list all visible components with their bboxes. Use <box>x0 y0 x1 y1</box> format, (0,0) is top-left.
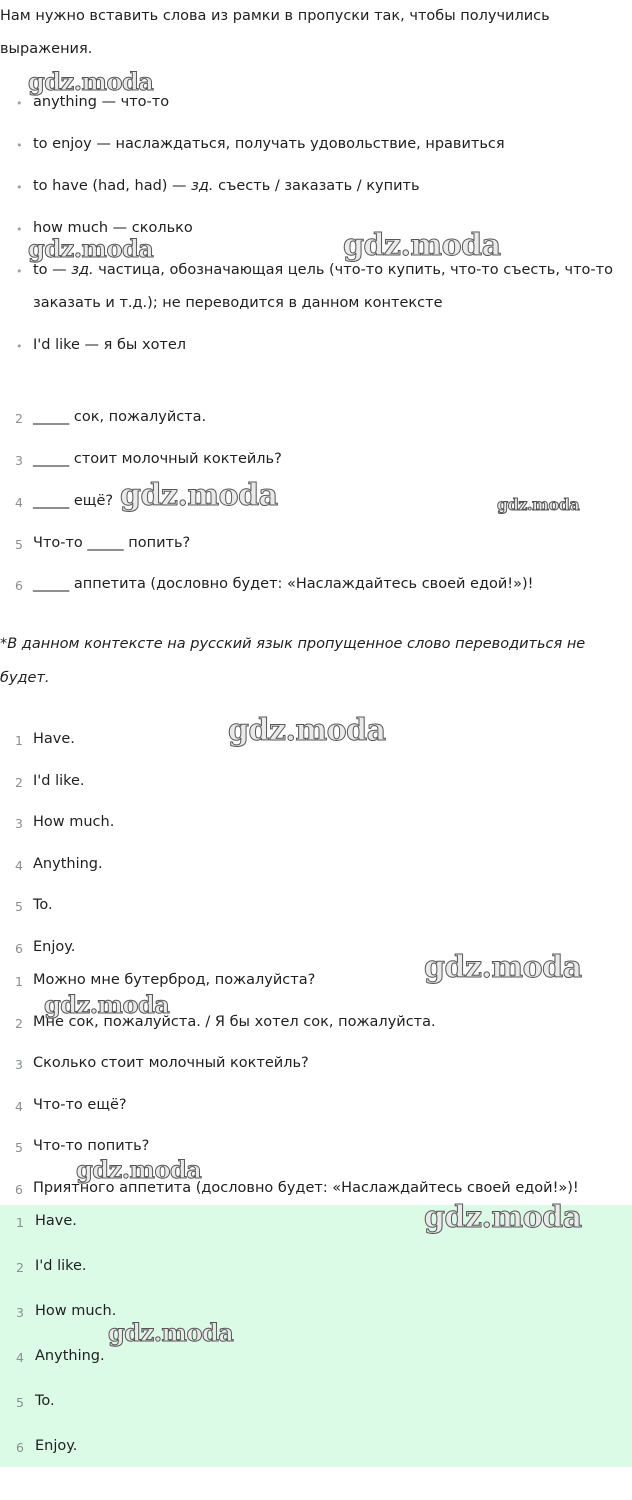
item-number: 1 <box>15 733 23 748</box>
watermark-logo: gdz.moda <box>76 1155 202 1184</box>
watermark-logo: gdz.moda <box>28 234 154 263</box>
watermark-logo: gdz.moda <box>424 950 582 985</box>
vocab-item: anything — что-то <box>33 94 170 110</box>
bullet-icon: • <box>16 139 23 152</box>
answer-item: I'd like. <box>33 773 85 789</box>
item-number: 6 <box>16 1440 24 1455</box>
vocab-item: to — зд. частица, обозначающая цель (что-то купить, что-то съесть, что-то заказать и т.д.); не переводится в данном контексте <box>33 262 613 311</box>
exercise-item: _____ сок, пожалуйста. <box>33 409 207 425</box>
item-number: 2 <box>15 775 23 790</box>
item-number: 3 <box>15 453 23 468</box>
item-number: 3 <box>16 1305 24 1320</box>
item-number: 6 <box>15 1182 23 1197</box>
answer-item: To. <box>35 1393 55 1409</box>
vocab-item: I'd like — я бы хотел <box>33 337 187 353</box>
bullet-icon: • <box>16 223 23 236</box>
watermark-logo: gdz.moda <box>497 495 580 514</box>
bullet-icon: • <box>16 97 23 110</box>
watermark-logo: gdz.moda <box>228 713 386 748</box>
watermark-logo: gdz.moda <box>108 1318 234 1347</box>
item-number: 4 <box>15 858 23 873</box>
exercise-item: _____ аппетита (дословно будет: «Наслаждайтесь своей едой!»)! <box>33 576 534 592</box>
watermark-logo: gdz.moda <box>28 67 154 96</box>
item-number: 1 <box>16 1215 24 1230</box>
translation-item: Приятного аппетита (дословно будет: «Наслаждайтесь своей едой!»)! <box>33 1180 579 1196</box>
item-number: 2 <box>15 411 23 426</box>
watermark-logo: gdz.moda <box>424 1200 582 1235</box>
item-number: 1 <box>15 974 23 989</box>
answer-item: Anything. <box>35 1348 105 1364</box>
answer-item: To. <box>33 897 53 913</box>
watermark-logo: gdz.moda <box>120 478 278 513</box>
answer-item: Enjoy. <box>33 939 76 955</box>
translation-item: Сколько стоит молочный коктейль? <box>33 1055 309 1071</box>
translation-item: Мне сок, пожалуйста. / Я бы хотел сок, пожалуйста. <box>33 1014 436 1030</box>
translation-item: Можно мне бутерброд, пожалуйста? <box>33 972 316 988</box>
vocab-item: how much — сколько <box>33 220 193 236</box>
exercise-item: Что-то _____ попить? <box>33 535 191 551</box>
answer-item: Have. <box>35 1213 77 1229</box>
item-number: 2 <box>16 1260 24 1275</box>
answer-item: Have. <box>33 731 75 747</box>
item-number: 4 <box>15 1099 23 1114</box>
answer-item: How much. <box>35 1303 117 1319</box>
item-number: 5 <box>15 537 23 552</box>
watermark-logo: gdz.moda <box>343 228 501 263</box>
exercise-item: _____ ещё? <box>33 493 114 509</box>
item-number: 5 <box>16 1395 24 1410</box>
answer-item: Anything. <box>33 856 103 872</box>
intro-text: Нам нужно вставить слова из рамки в пропуски так, чтобы получились выражения. <box>0 8 550 57</box>
watermark-logo: gdz.moda <box>44 990 170 1019</box>
answer-item: How much. <box>33 814 115 830</box>
item-number: 6 <box>15 941 23 956</box>
item-number: 5 <box>15 1140 23 1155</box>
item-number: 3 <box>15 816 23 831</box>
vocab-item: to have (had, had) — зд. съесть / заказать / купить <box>33 178 420 194</box>
translation-item: Что-то ещё? <box>33 1097 127 1113</box>
bullet-icon: • <box>16 265 23 278</box>
exercise-item: _____ стоит молочный коктейль? <box>33 451 282 467</box>
item-number: 3 <box>15 1057 23 1072</box>
translation-item: Что-то попить? <box>33 1138 150 1154</box>
note-text: *В данном контексте на русский язык пропущенное слово переводиться не будет. <box>0 636 586 686</box>
item-number: 6 <box>15 578 23 593</box>
item-number: 2 <box>15 1016 23 1031</box>
item-number: 4 <box>15 495 23 510</box>
item-number: 5 <box>15 899 23 914</box>
bullet-icon: • <box>16 181 23 194</box>
answer-item: Enjoy. <box>35 1438 78 1454</box>
item-number: 4 <box>16 1350 24 1365</box>
bullet-icon: • <box>16 340 23 353</box>
vocab-item: to enjoy — наслаждаться, получать удовольствие, нравиться <box>33 136 505 152</box>
answer-highlight-block <box>0 1205 632 1467</box>
answer-item: I'd like. <box>35 1258 87 1274</box>
